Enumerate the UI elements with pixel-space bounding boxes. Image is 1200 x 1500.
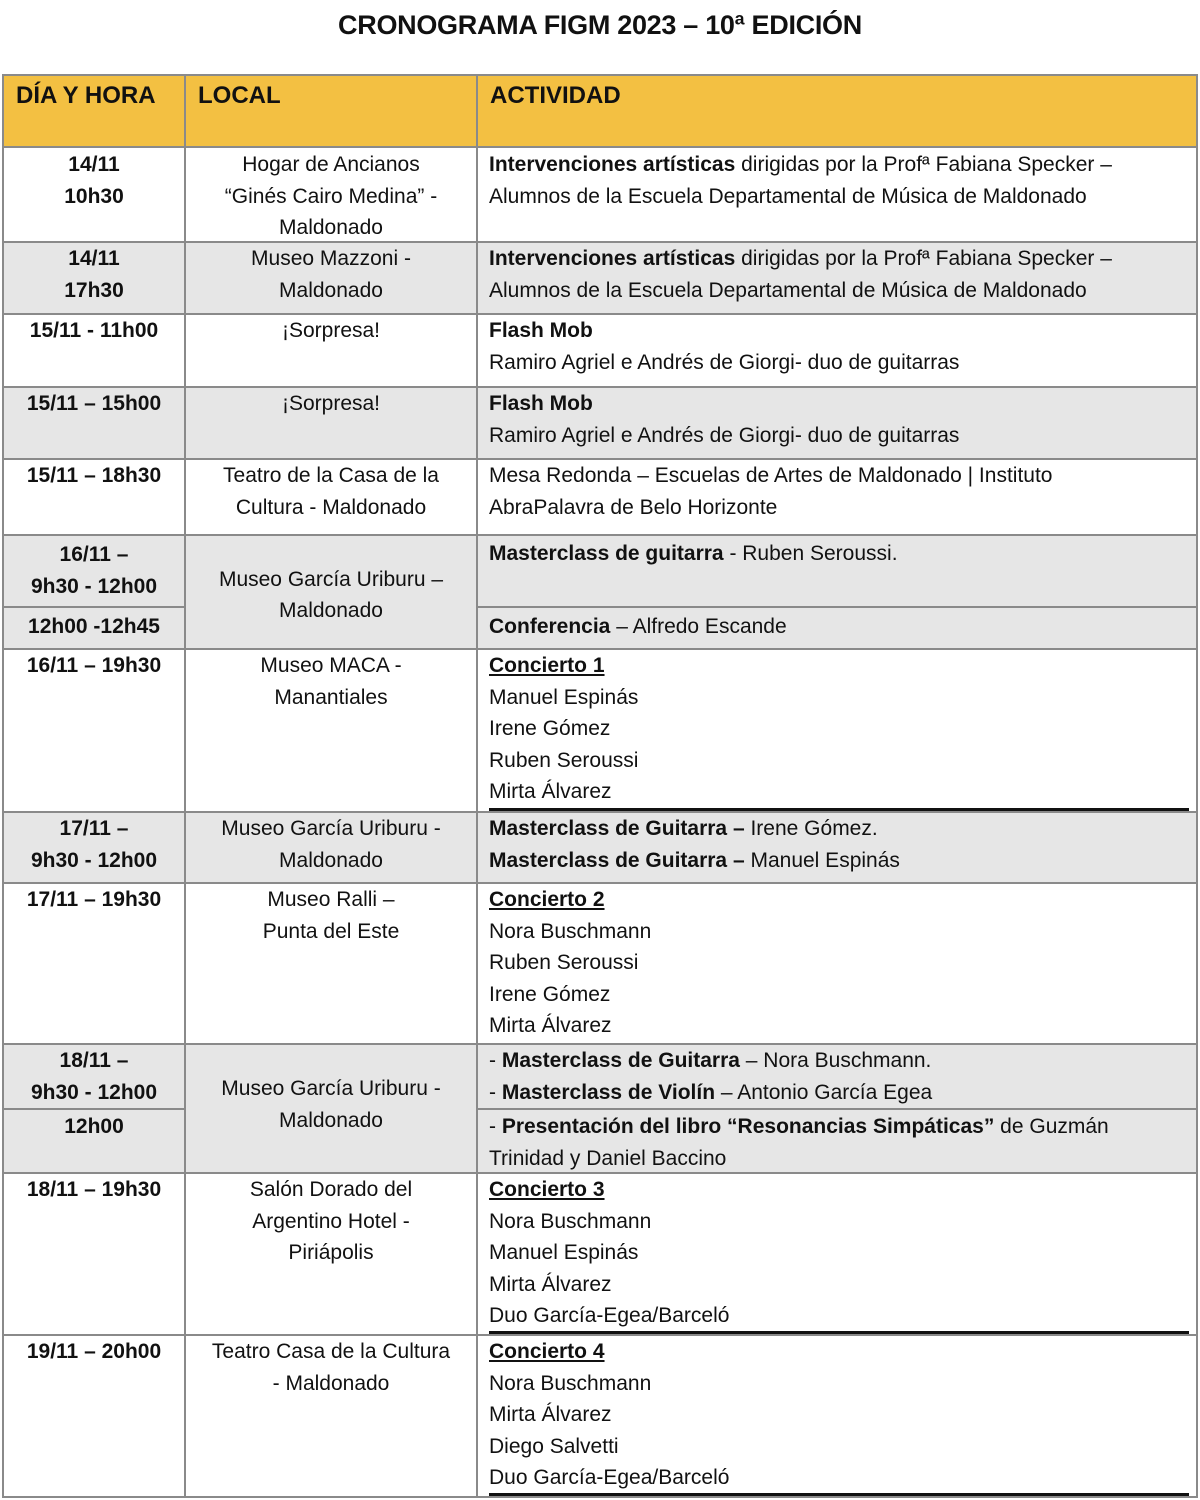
table-row-day bbox=[2, 536, 186, 608]
table-row-day bbox=[2, 650, 186, 813]
performer-name: Irene Gómez bbox=[489, 982, 611, 1006]
local-text: Maldonado bbox=[279, 216, 383, 239]
table-row-activity-sub bbox=[478, 1110, 1198, 1174]
local-text: Maldonado bbox=[279, 848, 383, 872]
table-row-activity bbox=[478, 1045, 1198, 1110]
activity-title: Flash Mob bbox=[489, 319, 593, 342]
table-row-activity bbox=[478, 536, 1198, 608]
activity-text: Mesa Redonda – Escuelas de Artes de Maldonado | Instituto bbox=[489, 464, 1053, 487]
activity-bold: Masterclass de Guitarra – bbox=[489, 817, 745, 840]
local-text: Cultura - Maldonado bbox=[235, 495, 427, 519]
table-row-day bbox=[2, 388, 186, 460]
table-row-local bbox=[186, 1336, 478, 1498]
local-text: Argentino Hotel - bbox=[252, 1209, 410, 1233]
header-local: LOCAL bbox=[186, 74, 478, 148]
table-row-day bbox=[2, 1174, 186, 1336]
activity-text: Trinidad y Daniel Baccino bbox=[489, 1146, 727, 1170]
table-row-day-sub bbox=[2, 1110, 186, 1174]
local-text: Museo Ralli – bbox=[267, 888, 395, 911]
local-text: ¡Sorpresa! bbox=[281, 392, 381, 415]
header-actividad: ACTIVIDAD bbox=[478, 74, 1198, 148]
local-text: ¡Sorpresa! bbox=[281, 319, 381, 342]
activity-bold: Masterclass de guitarra bbox=[489, 542, 724, 565]
performer-name: Nora Buschmann bbox=[489, 1371, 652, 1395]
activity-bold: Intervenciones artísticas bbox=[489, 153, 736, 176]
time-text: 12h00 bbox=[64, 1115, 124, 1138]
activity-text: AbraPalavra de Belo Horizonte bbox=[489, 495, 778, 519]
table-row-local bbox=[186, 1174, 478, 1336]
table-row-activity bbox=[478, 460, 1198, 536]
time-text: 9h30 - 12h00 bbox=[30, 574, 158, 598]
performer-name: Ruben Seroussi bbox=[489, 748, 639, 772]
local-text: Museo García Uriburu - bbox=[221, 1077, 441, 1100]
day-text: 15/11 – 15h00 bbox=[26, 392, 162, 415]
activity-text: de Guzmán bbox=[994, 1115, 1109, 1138]
performer-name: Nora Buschmann bbox=[489, 919, 652, 943]
table-row-activity bbox=[478, 884, 1198, 1045]
local-text: Museo MACA - bbox=[260, 654, 402, 677]
table-row-activity bbox=[478, 1336, 1198, 1498]
table-row-activity bbox=[478, 650, 1198, 813]
concert-title: Concierto 2 bbox=[489, 888, 605, 911]
local-text: Maldonado bbox=[279, 278, 383, 302]
concert-title: Concierto 4 bbox=[489, 1340, 605, 1363]
local-text: Maldonado bbox=[279, 1108, 383, 1132]
table-row-activity bbox=[478, 388, 1198, 460]
activity-text: – Alfredo Escande bbox=[610, 615, 787, 638]
local-text: Punta del Este bbox=[262, 919, 400, 943]
table-row-activity bbox=[478, 243, 1198, 315]
table-row-day bbox=[2, 813, 186, 884]
table-row-activity bbox=[478, 813, 1198, 884]
local-text: Teatro Casa de la Cultura bbox=[211, 1340, 451, 1363]
performer-name: Manuel Espinás bbox=[489, 1241, 639, 1264]
local-text: Museo García Uriburu – bbox=[218, 567, 444, 591]
day-text: 18/11 – 19h30 bbox=[26, 1178, 162, 1201]
time-text: 9h30 - 12h00 bbox=[30, 1080, 158, 1104]
activity-bold: Intervenciones artísticas bbox=[489, 247, 736, 270]
activity-bold: Masterclass de Guitarra – bbox=[489, 848, 745, 872]
bullet-dash: - bbox=[489, 1049, 502, 1072]
activity-text: - Ruben Seroussi. bbox=[723, 542, 898, 565]
time-text: 17h30 bbox=[64, 278, 124, 302]
table-row-day-sub bbox=[2, 608, 186, 650]
activity-text: Manuel Espinás bbox=[744, 848, 900, 872]
performer-name: Diego Salvetti bbox=[489, 1434, 619, 1458]
day-text: 16/11 – 19h30 bbox=[26, 654, 162, 677]
table-row-activity bbox=[478, 1174, 1198, 1336]
activity-text: – Nora Buschmann. bbox=[739, 1049, 932, 1072]
performer-name: Mirta Álvarez bbox=[489, 1272, 612, 1296]
table-row-day bbox=[2, 148, 186, 243]
day-text: 15/11 – 18h30 bbox=[26, 464, 162, 487]
table-row-day bbox=[2, 243, 186, 315]
table-row-day bbox=[2, 1336, 186, 1498]
activity-text: dirigidas por la Profª Fabiana Specker – bbox=[735, 153, 1112, 176]
table-row-local bbox=[186, 243, 478, 315]
table-row-local bbox=[186, 460, 478, 536]
table-row-day bbox=[2, 460, 186, 536]
activity-text: Irene Gómez. bbox=[744, 817, 878, 840]
table-row-local bbox=[186, 884, 478, 1045]
schedule-table bbox=[2, 74, 1198, 1498]
performer-name: Nora Buschmann bbox=[489, 1209, 652, 1233]
day-text: 15/11 - 11h00 bbox=[29, 319, 159, 342]
table-row-day bbox=[2, 884, 186, 1045]
activity-title: Flash Mob bbox=[489, 392, 593, 415]
performer-name: Ruben Seroussi bbox=[489, 951, 639, 974]
bullet-dash: - bbox=[489, 1115, 502, 1138]
activity-bold: Masterclass de Violín bbox=[501, 1080, 716, 1104]
time-text: 12h00 -12h45 bbox=[28, 615, 160, 638]
activity-text: dirigidas por la Profª Fabiana Specker – bbox=[735, 247, 1112, 270]
day-text: 14/11 bbox=[68, 153, 120, 176]
table-row-local bbox=[186, 315, 478, 388]
local-text: - Maldonado bbox=[272, 1371, 390, 1395]
table-row-local bbox=[186, 148, 478, 243]
table-row-day bbox=[2, 1045, 186, 1110]
document-title: CRONOGRAMA FIGM 2023 – 10ª EDICIÓN bbox=[338, 10, 862, 40]
local-text: Museo Mazzoni - bbox=[251, 247, 411, 270]
performer-name: Duo García-Egea/Barceló bbox=[489, 1466, 730, 1489]
header-dia-y-hora: DÍA Y HORA bbox=[2, 74, 186, 148]
activity-text: Alumnos de la Escuela Departamental de Música de Maldonado bbox=[489, 278, 1087, 302]
activity-bold: Presentación del libro “Resonancias Simpáticas” bbox=[501, 1115, 995, 1138]
table-row-activity-sub bbox=[478, 608, 1198, 650]
day-text: 17/11 – bbox=[59, 817, 129, 840]
day-text: 18/11 – bbox=[59, 1049, 129, 1072]
table-row-local bbox=[186, 650, 478, 813]
local-text: Museo García Uriburu - bbox=[221, 817, 441, 840]
performer-name: Duo García-Egea/Barceló bbox=[489, 1304, 730, 1327]
activity-text: Ramiro Agriel e Andrés de Giorgi- duo de guitarras bbox=[489, 350, 960, 374]
table-row-activity bbox=[478, 148, 1198, 243]
local-text: Salón Dorado del bbox=[249, 1178, 413, 1201]
table-row-local bbox=[186, 1045, 478, 1174]
activity-text: Alumnos de la Escuela Departamental de Música de Maldonado bbox=[489, 184, 1087, 208]
local-text: Manantiales bbox=[274, 685, 388, 709]
local-text: Teatro de la Casa de la bbox=[223, 464, 439, 487]
performer-name: Mirta Álvarez bbox=[489, 1403, 612, 1426]
table-row-day bbox=[2, 315, 186, 388]
bullet-dash: - bbox=[489, 1080, 502, 1104]
activity-bold: Masterclass de Guitarra bbox=[501, 1049, 740, 1072]
activity-text: – Antonio García Egea bbox=[715, 1080, 933, 1104]
table-row-activity bbox=[478, 315, 1198, 388]
performer-name: Mirta Álvarez bbox=[489, 1014, 612, 1037]
table-row-local bbox=[186, 813, 478, 884]
performer-name: Manuel Espinás bbox=[489, 685, 639, 709]
table-row-local bbox=[186, 536, 478, 650]
local-text: Piriápolis bbox=[288, 1241, 374, 1264]
activity-text: Ramiro Agriel e Andrés de Giorgi- duo de guitarras bbox=[489, 423, 960, 447]
day-text: 14/11 bbox=[68, 247, 120, 270]
performer-name: Mirta Álvarez bbox=[489, 780, 612, 803]
activity-bold: Conferencia bbox=[489, 615, 611, 638]
time-text: 10h30 bbox=[64, 184, 124, 208]
time-text: 9h30 - 12h00 bbox=[30, 848, 158, 872]
performer-name: Irene Gómez bbox=[489, 717, 611, 740]
concert-title: Concierto 3 bbox=[489, 1178, 605, 1201]
local-text: Maldonado bbox=[279, 599, 383, 622]
day-text: 16/11 – bbox=[59, 543, 129, 566]
local-text: “Ginés Cairo Medina” - bbox=[224, 184, 438, 208]
day-text: 17/11 – 19h30 bbox=[26, 888, 162, 911]
table-row-local bbox=[186, 388, 478, 460]
concert-title: Concierto 1 bbox=[489, 654, 605, 677]
local-text: Hogar de Ancianos bbox=[242, 153, 420, 176]
day-text: 19/11 – 20h00 bbox=[26, 1340, 162, 1363]
